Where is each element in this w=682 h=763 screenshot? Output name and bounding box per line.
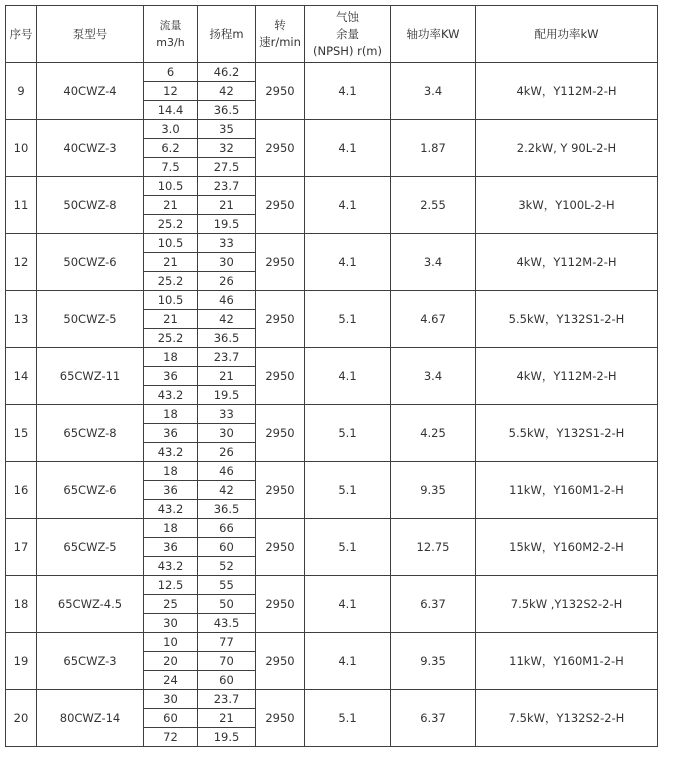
flow-cell: 10.5 [144,177,198,196]
shaft-power-cell: 9.35 [391,633,476,690]
pump-model-cell: 65CWZ-11 [37,348,144,405]
pump-model-cell: 65CWZ-8 [37,405,144,462]
flow-cell: 24 [144,671,198,690]
header-npsh-line3: (NPSH) r(m) [312,43,383,58]
flow-cell: 10.5 [144,291,198,310]
pump-model-cell: 65CWZ-6 [37,462,144,519]
flow-cell: 12 [144,82,198,101]
row-index-cell: 18 [6,576,37,633]
table-row [6,291,658,310]
speed-cell: 2950 [256,120,305,177]
row-index-cell: 13 [6,291,37,348]
flow-cell: 6.2 [144,139,198,158]
header-head: 扬程m [198,6,256,63]
head-cell: 60 [198,538,256,557]
motor-power-cell: 4kW，Y112M-2-H [476,234,658,291]
header-speed-line2: 速r/min [259,35,301,49]
pump-model-cell: 65CWZ-5 [37,519,144,576]
table-row [6,519,658,538]
speed-cell: 2950 [256,633,305,690]
head-cell: 50 [198,595,256,614]
head-cell: 23.7 [198,690,256,709]
npsh-cell: 5.1 [305,462,391,519]
flow-cell: 30 [144,614,198,633]
speed-cell: 2950 [256,291,305,348]
flow-cell: 3.0 [144,120,198,139]
npsh-cell: 5.1 [305,291,391,348]
flow-cell: 18 [144,405,198,424]
table-row [6,690,658,709]
npsh-cell: 5.1 [305,405,391,462]
head-cell: 60 [198,671,256,690]
pump-model-cell: 50CWZ-5 [37,291,144,348]
head-cell: 46 [198,462,256,481]
pump-model-cell: 40CWZ-4 [37,63,144,120]
speed-cell: 2950 [256,462,305,519]
flow-cell: 25.2 [144,215,198,234]
pump-model-cell: 40CWZ-3 [37,120,144,177]
npsh-cell: 4.1 [305,633,391,690]
header-flow: 流量m3/h [144,6,198,63]
header-npsh-line2: 余量 [336,26,359,41]
flow-cell: 60 [144,709,198,728]
head-cell: 19.5 [198,728,256,747]
table-row [6,63,658,82]
header-npsh-line1: 气蚀 [336,9,359,24]
speed-cell: 2950 [256,63,305,120]
head-cell: 42 [198,82,256,101]
flow-cell: 7.5 [144,158,198,177]
head-cell: 30 [198,253,256,272]
flow-cell: 18 [144,462,198,481]
head-cell: 43.5 [198,614,256,633]
row-index-cell: 16 [6,462,37,519]
row-index-cell: 11 [6,177,37,234]
flow-cell: 43.2 [144,386,198,405]
head-cell: 70 [198,652,256,671]
pump-model-cell: 50CWZ-6 [37,234,144,291]
head-cell: 21 [198,709,256,728]
head-cell: 52 [198,557,256,576]
flow-cell: 14.4 [144,101,198,120]
speed-cell: 2950 [256,234,305,291]
header-motor-power: 配用功率kW [476,6,658,63]
header-index: 序号 [6,6,37,63]
flow-cell: 43.2 [144,557,198,576]
flow-cell: 36 [144,481,198,500]
flow-cell: 21 [144,310,198,329]
speed-cell: 2950 [256,405,305,462]
head-cell: 26 [198,443,256,462]
head-cell: 77 [198,633,256,652]
head-cell: 23.7 [198,348,256,367]
shaft-power-cell: 12.75 [391,519,476,576]
row-index-cell: 14 [6,348,37,405]
head-cell: 21 [198,196,256,215]
header-speed-line1: 转 [274,18,286,32]
shaft-power-cell: 9.35 [391,462,476,519]
row-index-cell: 9 [6,63,37,120]
speed-cell: 2950 [256,177,305,234]
motor-power-cell: 7.5kW，Y132S2-2-H [476,690,658,747]
pump-model-cell: 65CWZ-3 [37,633,144,690]
flow-cell: 72 [144,728,198,747]
head-cell: 66 [198,519,256,538]
row-index-cell: 10 [6,120,37,177]
row-index-cell: 20 [6,690,37,747]
flow-cell: 18 [144,519,198,538]
header-model: 泵型号 [37,6,144,63]
flow-cell: 20 [144,652,198,671]
flow-cell: 43.2 [144,443,198,462]
flow-cell: 12.5 [144,576,198,595]
shaft-power-cell: 4.67 [391,291,476,348]
flow-cell: 10 [144,633,198,652]
shaft-power-cell: 6.37 [391,576,476,633]
head-cell: 33 [198,405,256,424]
row-index-cell: 17 [6,519,37,576]
row-index-cell: 15 [6,405,37,462]
flow-cell: 25.2 [144,329,198,348]
head-cell: 35 [198,120,256,139]
table-row [6,120,658,139]
shaft-power-cell: 6.37 [391,690,476,747]
npsh-cell: 5.1 [305,519,391,576]
head-cell: 46 [198,291,256,310]
head-cell: 26 [198,272,256,291]
speed-cell: 2950 [256,519,305,576]
motor-power-cell: 5.5kW，Y132S1-2-H [476,405,658,462]
flow-cell: 25.2 [144,272,198,291]
head-cell: 19.5 [198,215,256,234]
header-shaft-power: 轴功率KW [391,6,476,63]
table-row [6,405,658,424]
head-cell: 42 [198,481,256,500]
header-row [6,6,658,63]
table-row [6,177,658,196]
motor-power-cell: 7.5kW ,Y132S2-2-H [476,576,658,633]
npsh-cell: 4.1 [305,576,391,633]
speed-cell: 2950 [256,348,305,405]
table-row [6,234,658,253]
head-cell: 36.5 [198,101,256,120]
npsh-cell: 4.1 [305,177,391,234]
flow-cell: 36 [144,424,198,443]
npsh-cell: 5.1 [305,690,391,747]
head-cell: 55 [198,576,256,595]
motor-power-cell: 11kW，Y160M1-2-H [476,633,658,690]
flow-cell: 25 [144,595,198,614]
motor-power-cell: 4kW，Y112M-2-H [476,348,658,405]
npsh-cell: 4.1 [305,120,391,177]
shaft-power-cell: 2.55 [391,177,476,234]
flow-cell: 18 [144,348,198,367]
npsh-cell: 4.1 [305,234,391,291]
flow-cell: 6 [144,63,198,82]
npsh-cell: 4.1 [305,348,391,405]
pump-model-cell: 80CWZ-14 [37,690,144,747]
motor-power-cell: 15kW，Y160M2-2-H [476,519,658,576]
motor-power-cell: 11kW，Y160M1-2-H [476,462,658,519]
table-row [6,462,658,481]
flow-cell: 21 [144,196,198,215]
pump-model-cell: 65CWZ-4.5 [37,576,144,633]
flow-cell: 21 [144,253,198,272]
head-cell: 19.5 [198,386,256,405]
shaft-power-cell: 3.4 [391,348,476,405]
head-cell: 21 [198,367,256,386]
flow-cell: 10.5 [144,234,198,253]
header-speed [256,6,305,63]
head-cell: 23.7 [198,177,256,196]
motor-power-cell: 3kW，Y100L-2-H [476,177,658,234]
npsh-cell: 4.1 [305,63,391,120]
flow-cell: 43.2 [144,500,198,519]
shaft-power-cell: 4.25 [391,405,476,462]
shaft-power-cell: 1.87 [391,120,476,177]
flow-cell: 36 [144,367,198,386]
head-cell: 27.5 [198,158,256,177]
table-row [6,348,658,367]
head-cell: 46.2 [198,63,256,82]
speed-cell: 2950 [256,690,305,747]
motor-power-cell: 4kW，Y112M-2-H [476,63,658,120]
pump-spec-table [5,5,658,747]
head-cell: 30 [198,424,256,443]
header-npsh [305,6,391,63]
shaft-power-cell: 3.4 [391,234,476,291]
head-cell: 36.5 [198,329,256,348]
row-index-cell: 12 [6,234,37,291]
table-body [6,63,658,747]
head-cell: 33 [198,234,256,253]
head-cell: 32 [198,139,256,158]
speed-cell: 2950 [256,576,305,633]
motor-power-cell: 2.2kW, Y 90L-2-H [476,120,658,177]
shaft-power-cell: 3.4 [391,63,476,120]
motor-power-cell: 5.5kW，Y132S1-2-H [476,291,658,348]
head-cell: 42 [198,310,256,329]
flow-cell: 36 [144,538,198,557]
pump-model-cell: 50CWZ-8 [37,177,144,234]
head-cell: 36.5 [198,500,256,519]
table-row [6,576,658,595]
row-index-cell: 19 [6,633,37,690]
table-row [6,633,658,652]
flow-cell: 30 [144,690,198,709]
